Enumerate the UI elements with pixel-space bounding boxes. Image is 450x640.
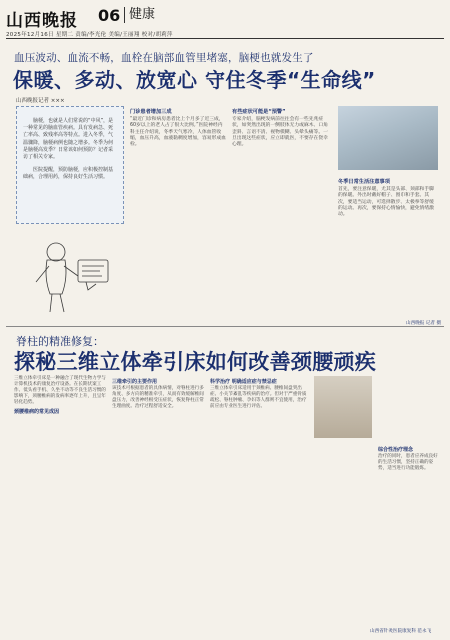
column-5-subhead: 综合性治疗理念 [378,447,414,453]
feature1-column-a [130,106,226,148]
column-c-text: 首先，要注意保暖，尤其是头部、颈部和手脚的保暖。外出时戴好帽子、围巾和手套。其次，要适当运动，可选择散步、太极拳等舒缓的运动。再次，要保持心情愉快，避免情绪激动。 [338,187,434,218]
column-a-subhead: 门诊患者增加三成 [130,109,172,115]
feature1-credit: 山西晚报 记者 摄 [406,321,442,326]
feature1-column-c [338,176,438,218]
header-rule [6,38,444,39]
section-name: 健康 [124,7,155,23]
feature1-headline: 保暖、多动、放宽心 守住冬季“生命线” [13,68,376,92]
column-b-text: 专家介绍，脑梗发病前往往会有一些先兆症状，如突然出现的一侧肢体无力或麻木、口角歪斜、言语不清、视物模糊、头晕头痛等。一旦出现这些症状，应立即就医，不要存在侥幸心理。 [232,117,328,148]
column-3-text: 三维立体牵引床适用于颈椎病、腰椎间盘突出症、小关节紊乱等疾病的治疗。但对于严重骨质疏松、脊柱肿瘤、孕妇等人群则不宜使用，治疗前应由专业医生进行评估。 [210,386,307,409]
page-number: 06 [98,6,121,25]
column-2-text: 该技术可根据患者的具体病情，对脊柱进行多角度、多方向的精准牵引，从而有效缓解椎间盘压力，改善神经根受压症状，恢复脊柱正常生理曲度。治疗过程舒适安全。 [112,386,204,409]
column-2-subhead: 三维牵引的主要作用 [112,379,158,385]
feature2-credit: 山西省针灸医院康复科 范永飞 [370,629,432,634]
masthead [6,4,444,30]
feature1-byline: 山西晚报记者 ××× [16,98,65,104]
feature2-photo [314,376,372,438]
feature1-kicker: 血压波动、血流不畅，血栓在脑部血管里堵塞，脑梗也就发生了 [14,52,314,64]
feature1-column-b [232,106,328,148]
column-a-text: “最近门诊和病房患者比上个月多了近三成，60岁以上的老人占了很大比例。”医院神经内科主任介绍说，冬季天气寒冷，人体血管收缩，血压升高，血液黏稠度增加，容易形成血栓。 [130,117,226,148]
column-5-text: 治疗的同时，患者应养成良好的生活习惯，坚持正确的姿势，适当进行功能锻炼。 [378,454,438,471]
column-c-subhead: 冬季日常生活注意事项 [338,179,390,185]
illustration-sketch [16,230,124,320]
feature2-column-3 [210,376,308,410]
feature2-column-1 [14,376,106,416]
feature2-column-5 [378,444,440,472]
column-1-text: 三维立体牵引床是一种融合了现代生物力学与计算机技术的康复治疗设备。在长期伏案工作、低头看手机、久坐不动等不良生活习惯的影响下，颈腰椎病的发病率逐年上升，且呈年轻化趋势。 [14,376,106,405]
dateline: 2025年12月16日 星期二 责编/李光伦 美编/王丽翔 校对/胡莉萍 [6,32,173,38]
section-divider [6,326,444,327]
column-1-subhead: 颈腰椎病的常见成因 [14,409,60,415]
column-b-subhead: 有些症状可能是“预警” [232,109,286,115]
feature2-column-2 [112,376,204,410]
feature2-headline: 探秘三维立体牵引床如何改善颈腰顽疾 [14,350,377,374]
newspaper-logo: 山西晚报 [6,11,78,31]
intro-text-2: 医院提醒，预防脑梗，应积极控制基础病，合理用药，保持良好生活习惯。 [23,167,114,181]
feature1-intro-box [16,106,124,224]
feature2-kicker: 脊柱的精准修复： [16,335,104,348]
column-3-subhead: 科学治疗 明确适应症与禁忌症 [210,379,277,385]
feature1-photo [338,106,438,170]
intro-text: 脑梗，也就是人们常说的“中风”，是一种常见的脑血管疾病。具有发病急、死亡率高、致残率高等特点。进入冬季，气温骤降，脑梗病例也随之增多。冬季为何是脑梗高发季？日常该如何预防？记者采访了相关专家。 [23,118,114,161]
